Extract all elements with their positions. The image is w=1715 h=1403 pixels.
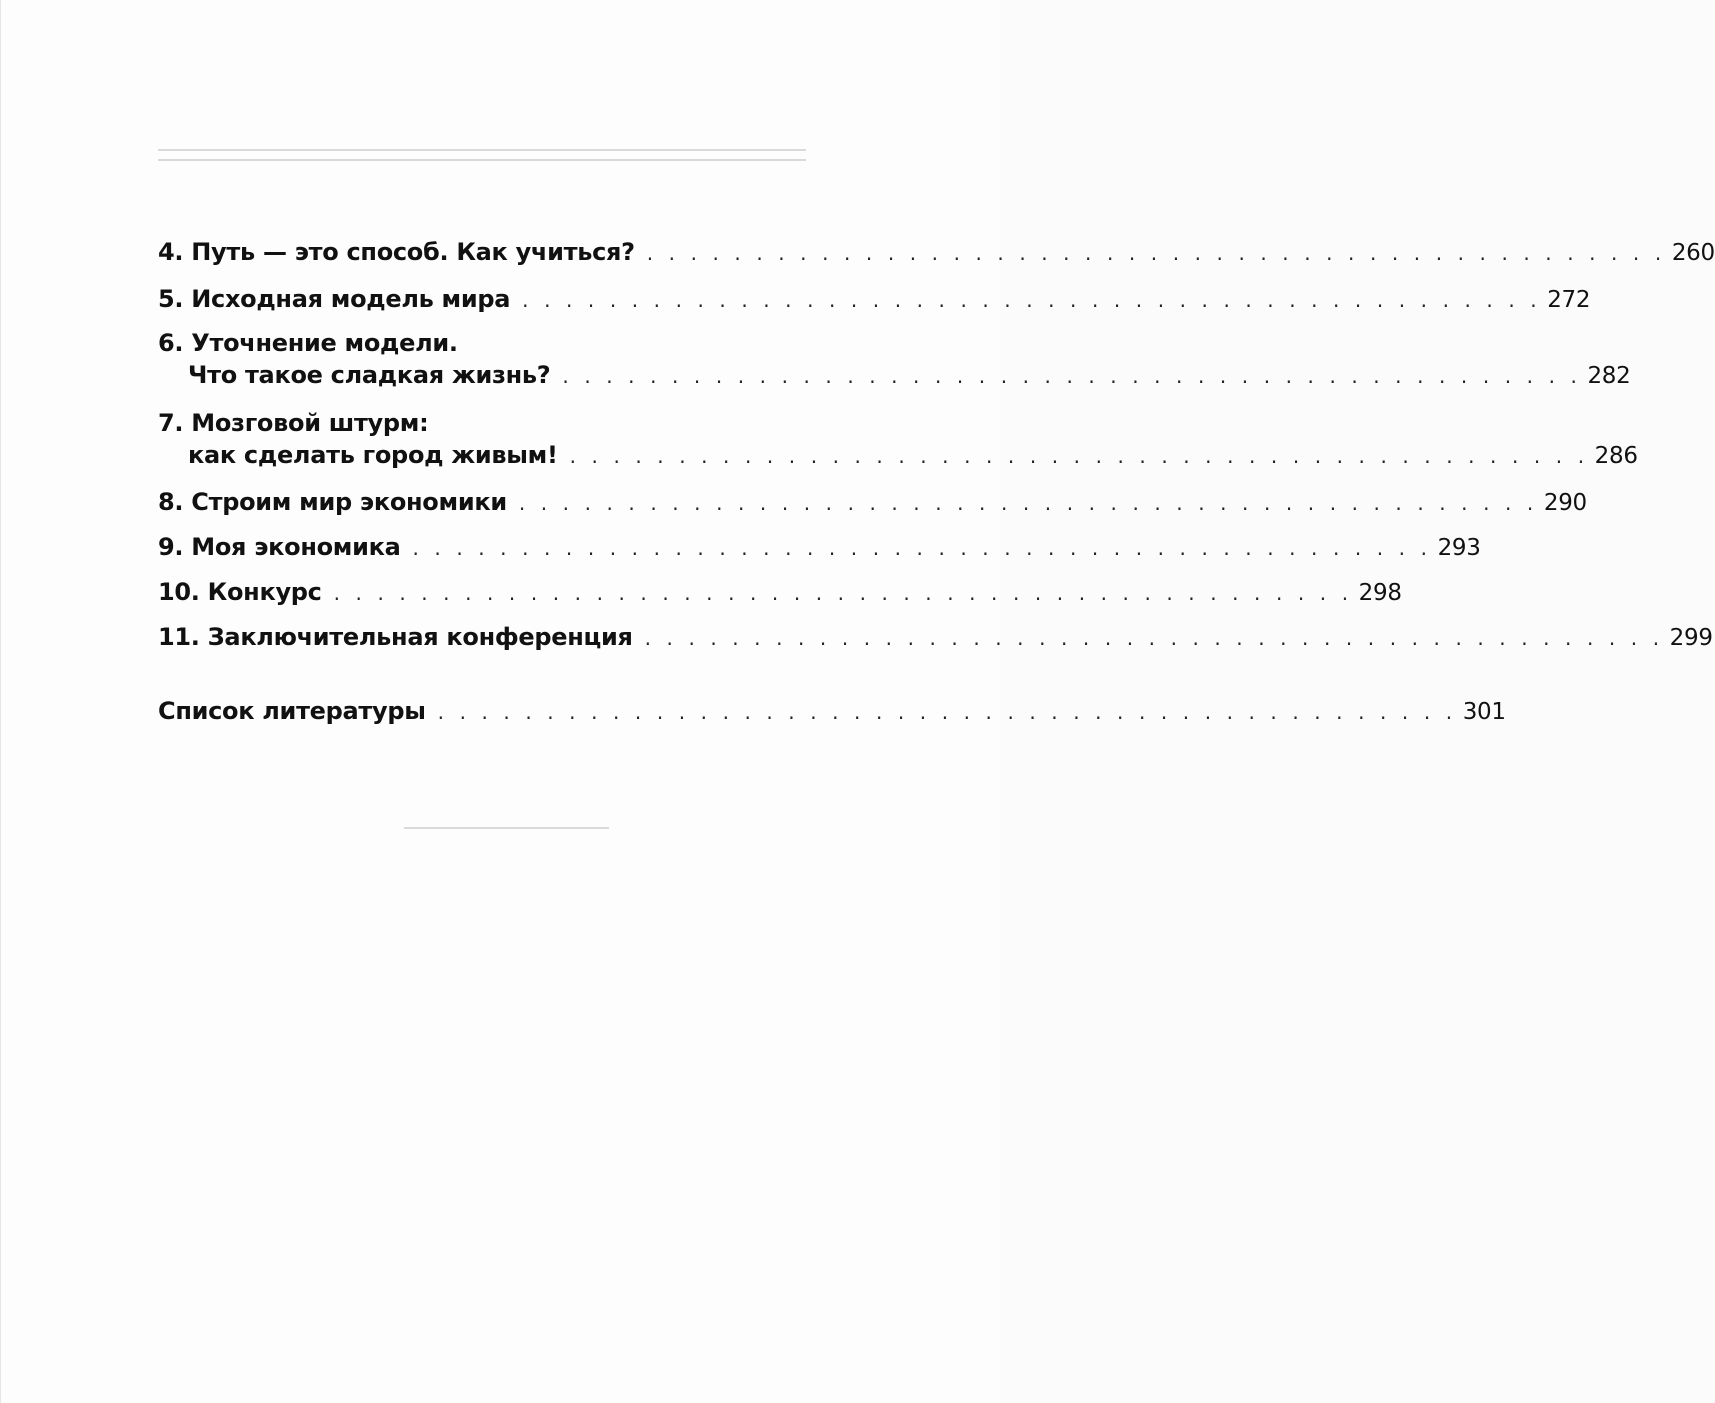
top-rule-1 (158, 149, 806, 151)
toc-leader-dots: . . . . . . . . . . . . . . . . . . . . . . . . . . . . . . . . . . . . . . . . . . . . . . . (644, 626, 1664, 650)
toc-entry-title: 4. Путь — это способ. Как учиться? (158, 238, 635, 266)
toc-leader-dots: . . . . . . . . . . . . . . . . . . . . . . . . . . . . . . . . . . . . . . . . . . . . . . . (522, 288, 1542, 312)
toc-entry[interactable] (158, 407, 1638, 472)
toc-leader-dots: . . . . . . . . . . . . . . . . . . . . . . . . . . . . . . . . . . . . . . . . . . . . . . . (646, 241, 1666, 265)
toc-page-number: 272 (1547, 287, 1591, 313)
top-rule-2 (158, 159, 806, 161)
toc-page-number: 286 (1594, 443, 1638, 469)
toc-entry[interactable] (158, 576, 1402, 609)
toc-entry-title-line1: 7. Мозговой штурм: (158, 409, 429, 437)
toc-leader-dots: . . . . . . . . . . . . . . . . . . . . . . . . . . . . . . . . . . . . . . . . . . . . . . . (412, 536, 1432, 560)
toc-entry-title: 8. Строим мир экономики (158, 488, 507, 516)
toc-page-number: 301 (1462, 699, 1506, 725)
toc-page-number: 299 (1669, 625, 1713, 651)
toc-entry-title-line2: как сделать город живым! (188, 441, 558, 469)
toc-entry-bibliography[interactable] (158, 695, 1506, 728)
bottom-rule (404, 827, 609, 829)
toc-entry-title: 5. Исходная модель мира (158, 285, 511, 313)
toc-page-number: 282 (1587, 363, 1631, 389)
toc-entry[interactable] (158, 327, 1631, 392)
toc-entry-title: 11. Заключительная конференция (158, 623, 633, 651)
toc-leader-dots: . . . . . . . . . . . . . . . . . . . . . . . . . . . . . . . . . . . . . . . . . . . . . . . (562, 364, 1582, 388)
toc-entry[interactable] (158, 531, 1481, 564)
toc-entry-title-line2: Что такое сладкая жизнь? (188, 361, 551, 389)
table-of-contents (158, 230, 1715, 728)
toc-leader-dots: . . . . . . . . . . . . . . . . . . . . . . . . . . . . . . . . . . . . . . . . . . . . . . . (437, 700, 1457, 724)
toc-entry-title: Список литературы (158, 697, 426, 725)
toc-page-number: 298 (1358, 580, 1402, 606)
toc-page-number: 293 (1437, 535, 1481, 561)
toc-entry[interactable] (158, 283, 1591, 316)
toc-leader-dots: . . . . . . . . . . . . . . . . . . . . . . . . . . . . . . . . . . . . . . . . . . . . . . . (333, 581, 1353, 605)
toc-entry[interactable] (158, 486, 1587, 519)
toc-leader-dots: . . . . . . . . . . . . . . . . . . . . . . . . . . . . . . . . . . . . . . . . . . . . . . . (518, 491, 1538, 515)
toc-entry-title: 9. Моя экономика (158, 533, 401, 561)
toc-entry-title: 10. Конкурс (158, 578, 322, 606)
toc-page-number: 260 (1671, 240, 1715, 266)
toc-page-number: 290 (1543, 490, 1587, 516)
toc-entry-title-line1: 6. Уточнение модели. (158, 329, 458, 357)
toc-entry[interactable] (158, 236, 1715, 269)
toc-entry[interactable] (158, 621, 1713, 654)
toc-leader-dots: . . . . . . . . . . . . . . . . . . . . . . . . . . . . . . . . . . . . . . . . . . . . . . . (569, 444, 1589, 468)
